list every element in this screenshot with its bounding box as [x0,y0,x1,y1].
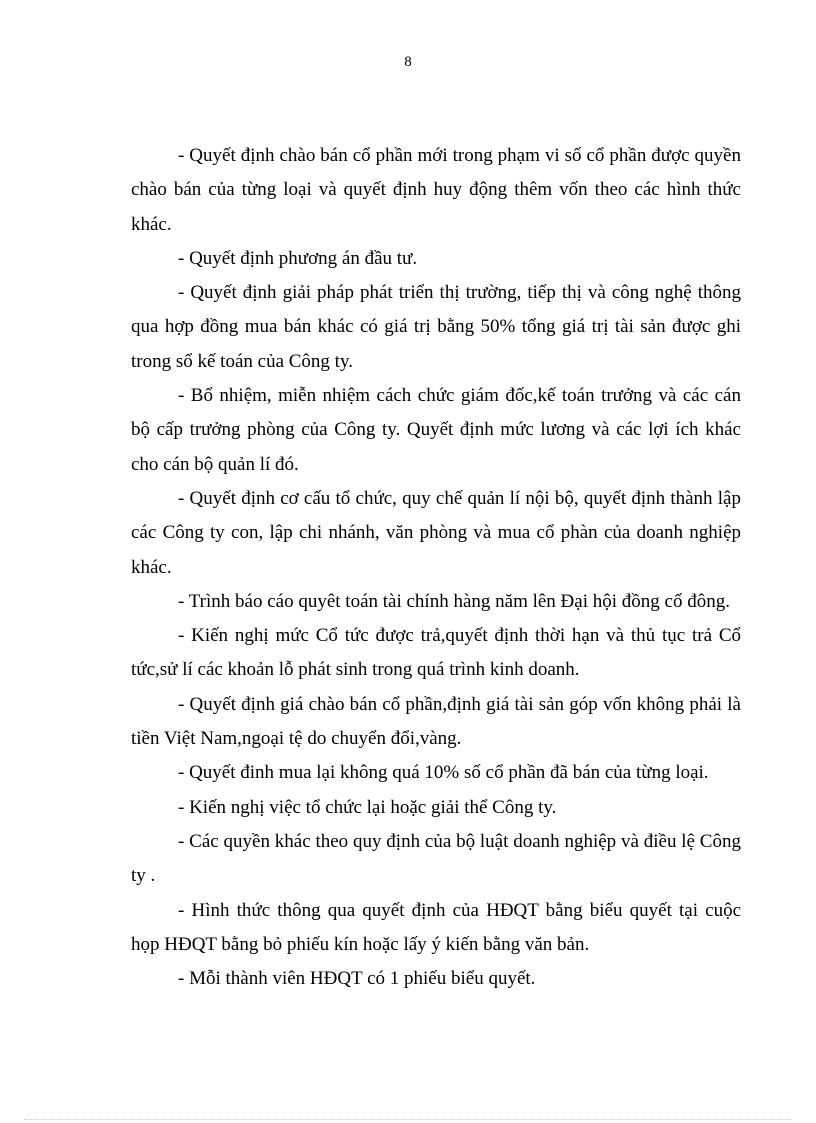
document-body [131,139,741,996]
paragraph-reorganization: - Kiến nghị việc tổ chức lại hoặc giải thể Công ty. [178,796,557,818]
paragraph-share-buyback: - Quyết đinh mua lại không quá 10% số cổ phần đã bán của từng loại. [178,762,709,784]
paragraph-financial-report: - Trình báo cáo quyêt toán tài chính hàng năm lên Đại hội đồng cổ đông. [178,590,730,612]
paragraph-organization-structure: - Quyết định cơ cấu tổ chức, quy chế quản lí nội bộ, quyết định thành lập các Công ty con, lập chi nhánh, văn phòng và mua cổ phàn của doanh nghiệp khác. [131,487,741,578]
paragraph-member-vote: - Mỗi thành viên HĐQT có 1 phiếu biểu quyết. [178,968,536,990]
paragraph-dividends: - Kiến nghị mức Cổ tức được trả,quyết định thời hạn và thủ tục trả Cổ tức,sử lí các khoản lỗ phát sinh trong quá trình kinh doanh. [131,625,741,681]
paragraph-voting-form: - Hình thức thông qua quyết định của HĐQT bằng biểu quyết tại cuộc họp HĐQT bằng bỏ phiếu kín hoặc lấy ý kiến bằng văn bản. [131,899,741,955]
page-bottom-divider [24,1119,792,1120]
paragraph-other-rights: - Các quyền khác theo quy định của bộ luật doanh nghiệp và điều lệ Công ty . [131,830,741,887]
paragraph-share-offering: - Quyết định chào bán cổ phần mới trong phạm vi số cổ phần được quyền chào bán của từng loại và quyết định huy động thêm vốn theo các hình thức khác. [131,145,741,235]
page-number: 8 [404,54,412,70]
paragraph-share-pricing: - Quyết định giá chào bán cổ phần,định giá tài sản góp vốn không phải là tiền Việt Nam,ngoại tệ do chuyển đổi,vàng. [131,693,741,750]
paragraph-investment-plan: - Quyết định phương án đầu tư. [178,247,418,269]
paragraph-market-development: - Quyết định giải pháp phát triển thị trường, tiếp thị và công nghệ thông qua hợp đồng mua bán khác có giá trị bằng 50% tổng giá trị tài sản được ghi trong sổ kế toán của Công ty. [131,282,741,372]
paragraph-appointments: - Bổ nhiệm, miễn nhiệm cách chức giám đốc,kế toán trưởng và các cán bộ cấp trưởng phòng của Công ty. Quyết định mức lương và các lợi ích khác cho cán bộ quản lí đó. [131,385,741,475]
